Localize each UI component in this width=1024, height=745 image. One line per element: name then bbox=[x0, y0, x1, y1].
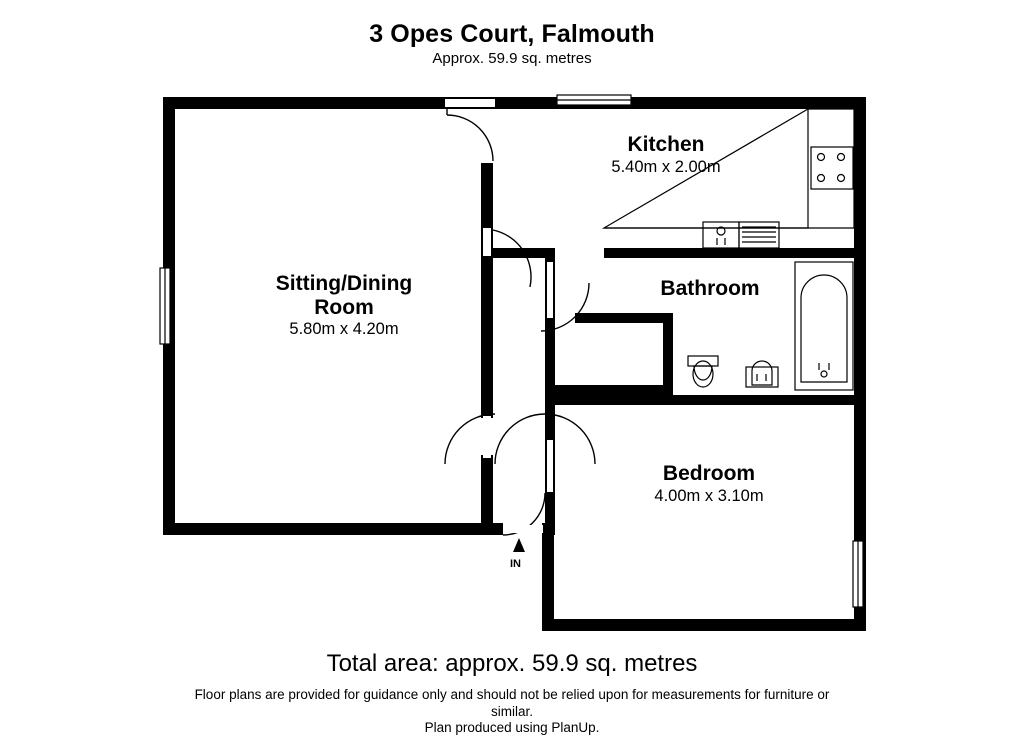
total-area-text: Total area: approx. 59.9 sq. metres bbox=[326, 650, 698, 677]
entrance-arrow bbox=[513, 538, 525, 552]
room-label-bedroom: Bedroom 4.00m x 3.10m bbox=[654, 462, 764, 505]
room-label-bathroom: Bathroom bbox=[660, 277, 760, 300]
disclaimer-line-3: Plan produced using PlanUp. bbox=[424, 720, 600, 735]
door-swings bbox=[445, 109, 595, 535]
door-openings bbox=[445, 99, 553, 533]
disclaimer-line-1: Floor plans are provided for guidance only and should not be relied upon for measurements for furniture or bbox=[194, 687, 830, 702]
kitchen-fixtures bbox=[604, 109, 854, 248]
page-title: 3 Opes Court, Falmouth bbox=[369, 20, 655, 48]
disclaimer-line-2: similar. bbox=[490, 703, 533, 719]
disclaimer-text bbox=[0, 687, 1024, 737]
room-label-sitting-dining: Sitting/Dining Room 5.80m x 4.20m bbox=[275, 272, 413, 339]
entrance-label: IN bbox=[510, 558, 521, 570]
room-label-kitchen: Kitchen 5.40m x 2.00m bbox=[611, 133, 721, 176]
page-subtitle: Approx. 59.9 sq. metres bbox=[432, 50, 592, 67]
